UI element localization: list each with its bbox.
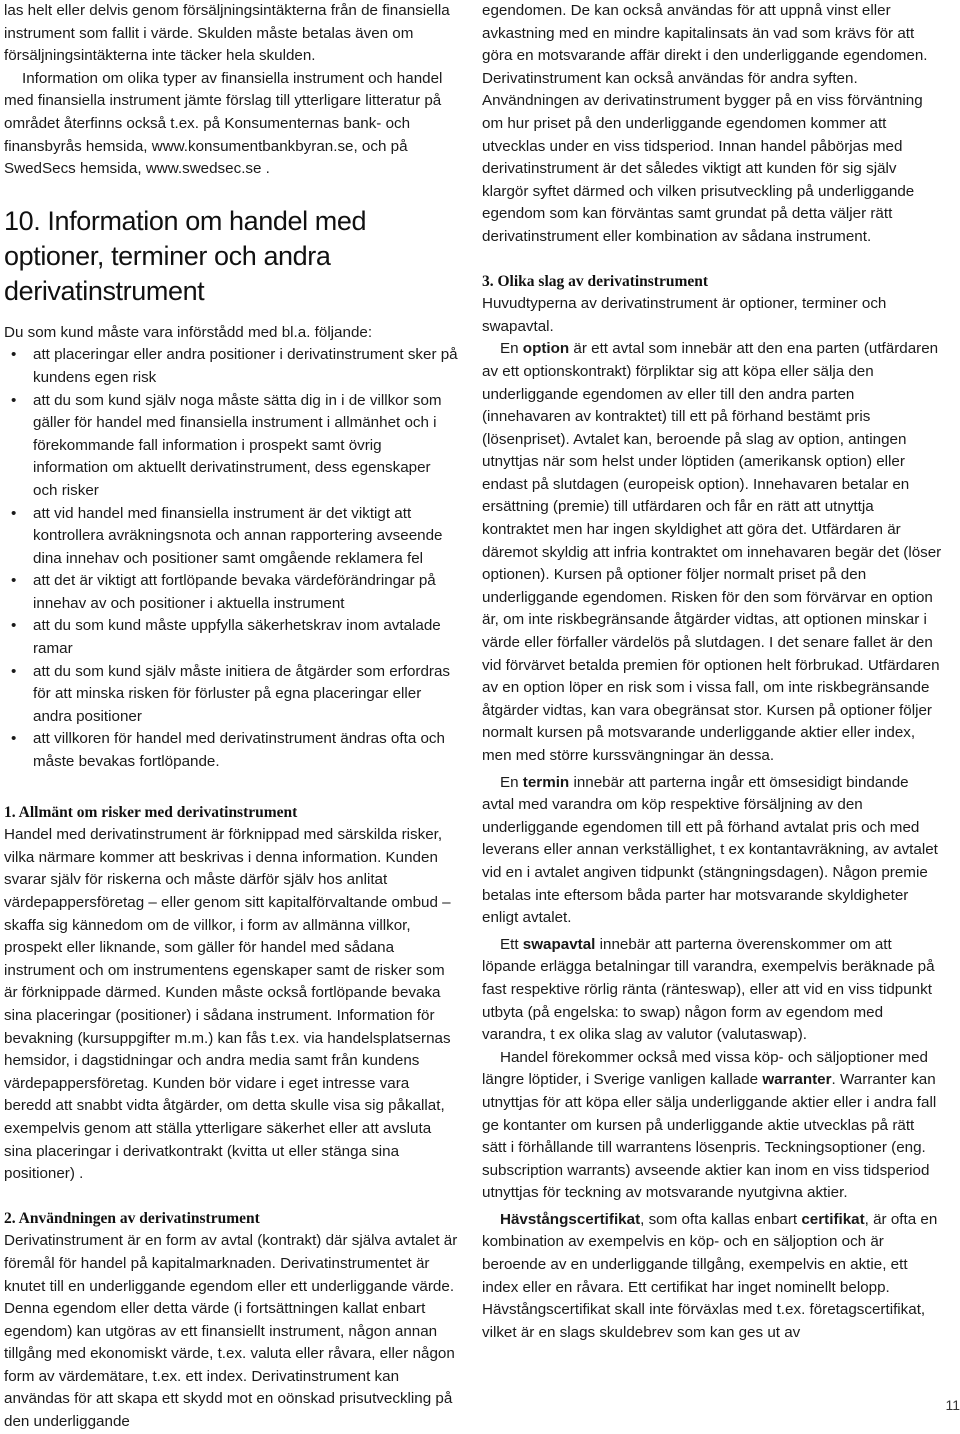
subsection-3-intro: Huvudtyperna av derivatinstrument är optioner, terminer och swapavtal. xyxy=(482,295,887,335)
right-column xyxy=(482,0,942,1344)
left-column xyxy=(4,0,458,1434)
certificate-term-short: certifikat xyxy=(801,1210,865,1228)
list-item: • att villkoren för handel med derivatinstrument ändras ofta och måste bevakas fortlöpande. xyxy=(4,728,458,773)
subsection-2-text: Derivatinstrument är en form av avtal (kontrakt) där själva avtalet är föremål för handel på kapitalmarknaden. Derivatinstrumentet är knutet till en underliggande egendom eller ett underliggande värde. Denna egendom eller detta värde (i fortsättningen kallat enbart egendom) kan utgöras av ett finansiellt instrument, någon annan tillgång med ekonomiskt värde, t.ex. valuta eller råvara, eller någon form av värdemätare, t.ex. ett index. Derivatinstrument kan användas för att skapa ett skydd mot en oönskad prisutveckling på den underliggande xyxy=(4,1232,458,1431)
termin-paragraph: En termin innebär att parterna ingår ett ömsesidigt bindande avtal med varandra om köp respektive försäljning av den underliggande egendomen till ett på förhand avtalat pris och med leverans eller annan verkställighet, t ex kontantavräkning, av avtalet vid en i avtalet angiven tidpunkt (stängningsdagen). Någon premie betalas inte eftersom båda parter har motsvarande skyldigheter enligt avtalet. xyxy=(482,773,938,927)
swap-term: swapavtal xyxy=(522,935,596,953)
list-item: • att du som kund måste uppfylla säkerhetskrav inom avtalade ramar xyxy=(4,615,458,660)
section-10-lead: Du som kund måste vara införstådd med bl.a. följande: xyxy=(4,323,373,341)
list-item: • att det är viktigt att fortlöpande bevaka värdeförändringar på innehav av och positioner i aktuella instrument xyxy=(4,570,458,615)
certificate-paragraph: Hävstångscertifikat, som ofta kallas enbart certifikat, är ofta en kombination av exempelvis en köp- och en säljoption och är beroende av en underliggande tillgång, exempelvis en aktie, ett index eller en råvara. Ett certifikat har inget nominellt belopp. Hävstångscertifikat skall inte förväxlas med t.ex. företagscertifikat, vilket är en slags skuldebrev som kan ges ut av xyxy=(482,1210,938,1341)
intro-paragraph-1: las helt eller delvis genom försäljningsintäkterna från de finansiella instrument som fallit i värde. Skulden måste betalas även om försäljningsintäkterna inte täcker hela skulden. xyxy=(4,2,450,65)
list-item: • att vid handel med finansiella instrument är det viktigt att kontrollera avräkningsnota och annan rapportering avseende dina innehav och positioner samt omgående reklamera fel xyxy=(4,503,458,571)
termin-term: termin xyxy=(522,773,570,791)
intro-paragraph-2: Information om olika typer av finansiella instrument och handel med finansiella instrument jämte förslag till ytterligare litteratur på området återfinns också t.ex. på Konsumenternas bank- och finansbyrås hemsida, www.konsumentbankbyran.se, och på SwedSecs hemsida, www.swedsec.se . xyxy=(4,69,443,178)
subsection-2-title: 2. Användningen av derivatinstrument xyxy=(4,1209,260,1227)
option-term: option xyxy=(522,340,570,358)
page-number: 11 xyxy=(945,1397,960,1413)
warrant-paragraph: Handel förekommer också med vissa köp- och säljoptioner med längre löptider, i Sverige vanligen kallade warranter. Warranter kan utnyttjas för att köpa eller sälja underliggande aktier eller i andra fall ge kontanter om kursen på underliggande aktie utvecklas på rätt sätt i förhållande till warrantens lösenpris. Teckningsoptioner (eng. subscription warrants) avseende aktier kan inom en viss tidsperiod utnyttjas för teckning av motsvarande nyutgivna aktier. xyxy=(482,1048,937,1202)
subsection-3-title: 3. Olika slag av derivatinstrument xyxy=(482,272,709,290)
certificate-term: Hävstångscertifikat xyxy=(500,1210,641,1228)
subsection-1-title: 1. Allmänt om risker med derivatinstrument xyxy=(4,803,298,821)
list-item: • att placeringar eller andra positioner i derivatinstrument sker på kundens egen risk xyxy=(4,344,458,389)
subsection-1-text: Handel med derivatinstrument är förknippad med särskilda risker, vilka närmare kommer att beskrivas i denna information. Kunden svarar själv för riskerna och måste därför själv hos anlitat värdepappersföretag – eller genom sitt kapitalförvaltande ombud – skaffa sig kännedom om de villkor, i form av allmänna villkor, prospekt eller liknande, som gäller för handel med sådana instrument och om instrumentens egenskaper samt de risker som är förknippade därmed. Kunden måste också fortlöpande bevaka sina placeringar (positioner) i sådana instrument. Information för bevakning (kursuppgifter m.m.) kan fås t.ex. via handelsplatsernas hemsidor, i dagstidningar och andra media samt från kundens värdepappersföretag. Kunden bör vidare i eget intresse vara beredd att snabbt vidta åtgärder, om detta skulle visa sig påkallat, exempelvis genom att ställa ytterligare säkerhet eller att avsluta sina placeringar i derivatkontrakt (kvitta ut eller stänga sina positioner) . xyxy=(4,826,451,1183)
requirements-list xyxy=(4,344,458,773)
usage-continued-paragraph: egendomen. De kan också användas för att uppnå vinst eller avkastning med en mindre kapitalinsats än vad som krävs för att göra en motsvarande affär direkt i den underliggande egendomen. Derivatinstrument kan också användas för andra syften. Användningen av derivatinstrument bygger på en viss förväntning om hur priset på den underliggande egendomen kommer att utvecklas under en viss tidsperiod. Innan handel påbörjas med derivatinstrument är det således viktigt att kunden för sig själv klargör syftet därmed och vilken prisutveckling på underliggande egendom som kan förväntas samt grundat på detta väljer rätt derivatinstrument eller kombination av sådana instrument. xyxy=(482,2,928,245)
list-item: • att du som kund själv måste initiera de åtgärder som erfordras för att minska risken för förluster på egna placeringar eller andra positioner xyxy=(4,661,458,729)
option-paragraph: En option är ett avtal som innebär att den ena parten (utfärdaren av ett optionskontrakt) förpliktar sig att köpa eller sälja den underliggande egendomen av eller till den andra parten (innehavaren av kontraktet) till ett på förhand bestämt pris (lösenpriset). Avtalet kan, beroende på slag av option, antingen utnyttjas när som helst under löptiden (amerikansk option) eller endast på slutdagen (europeisk option). Innehavaren betalar en ersättning (premie) till utfärdaren och får en rätt att utnyttja kontraktet men har ingen skyldighet att göra det. Utfärdaren är däremot skyldig att infria kontraktet om innehavaren begär det (löser optionen). Kursen på optioner följer normalt priset på den underliggande egendomen. Risken för den som förvärvar en option är, om inte riskbegränsande åtgärder vidtas, att optionen minskar i värde eller förfaller värdelös på slutdagen. I det senare fallet är den vid förvärvet betalda premien för optionen helt förbrukad. Utfärdaren av en option löper en risk som i vissa fall, om inte riskbegränsande åtgärder vidtas, kan vara obegränsat stor. Kursen på optioner följer normalt kursen på motsvarande underliggande aktier eller index, men med större kurssvängningar än dessa. xyxy=(482,340,942,764)
warrant-term: warranter xyxy=(762,1071,832,1089)
section-10-heading: 10. Information om handel med optioner, terminer och andra derivatinstrument xyxy=(4,205,367,306)
list-item: • att du som kund själv noga måste sätta dig in i de villkor som gäller för handel med finansiella instrument i allmänhet och i förekommande fall information i prospekt samt övrig information om aktuellt derivatinstrument, dess egenskaper och risker xyxy=(4,390,458,503)
swap-paragraph: Ett swapavtal innebär att parterna överenskommer om att löpande erlägga betalningar till varandra, exempelvis beräknade på fast respektive rörlig ränta (ränteswap), eller att vid en viss tidpunkt utbyta (på engelska: to swap) någon form av egendom med varandra, t ex olika slag av valutor (valutaswap). xyxy=(482,935,935,1044)
